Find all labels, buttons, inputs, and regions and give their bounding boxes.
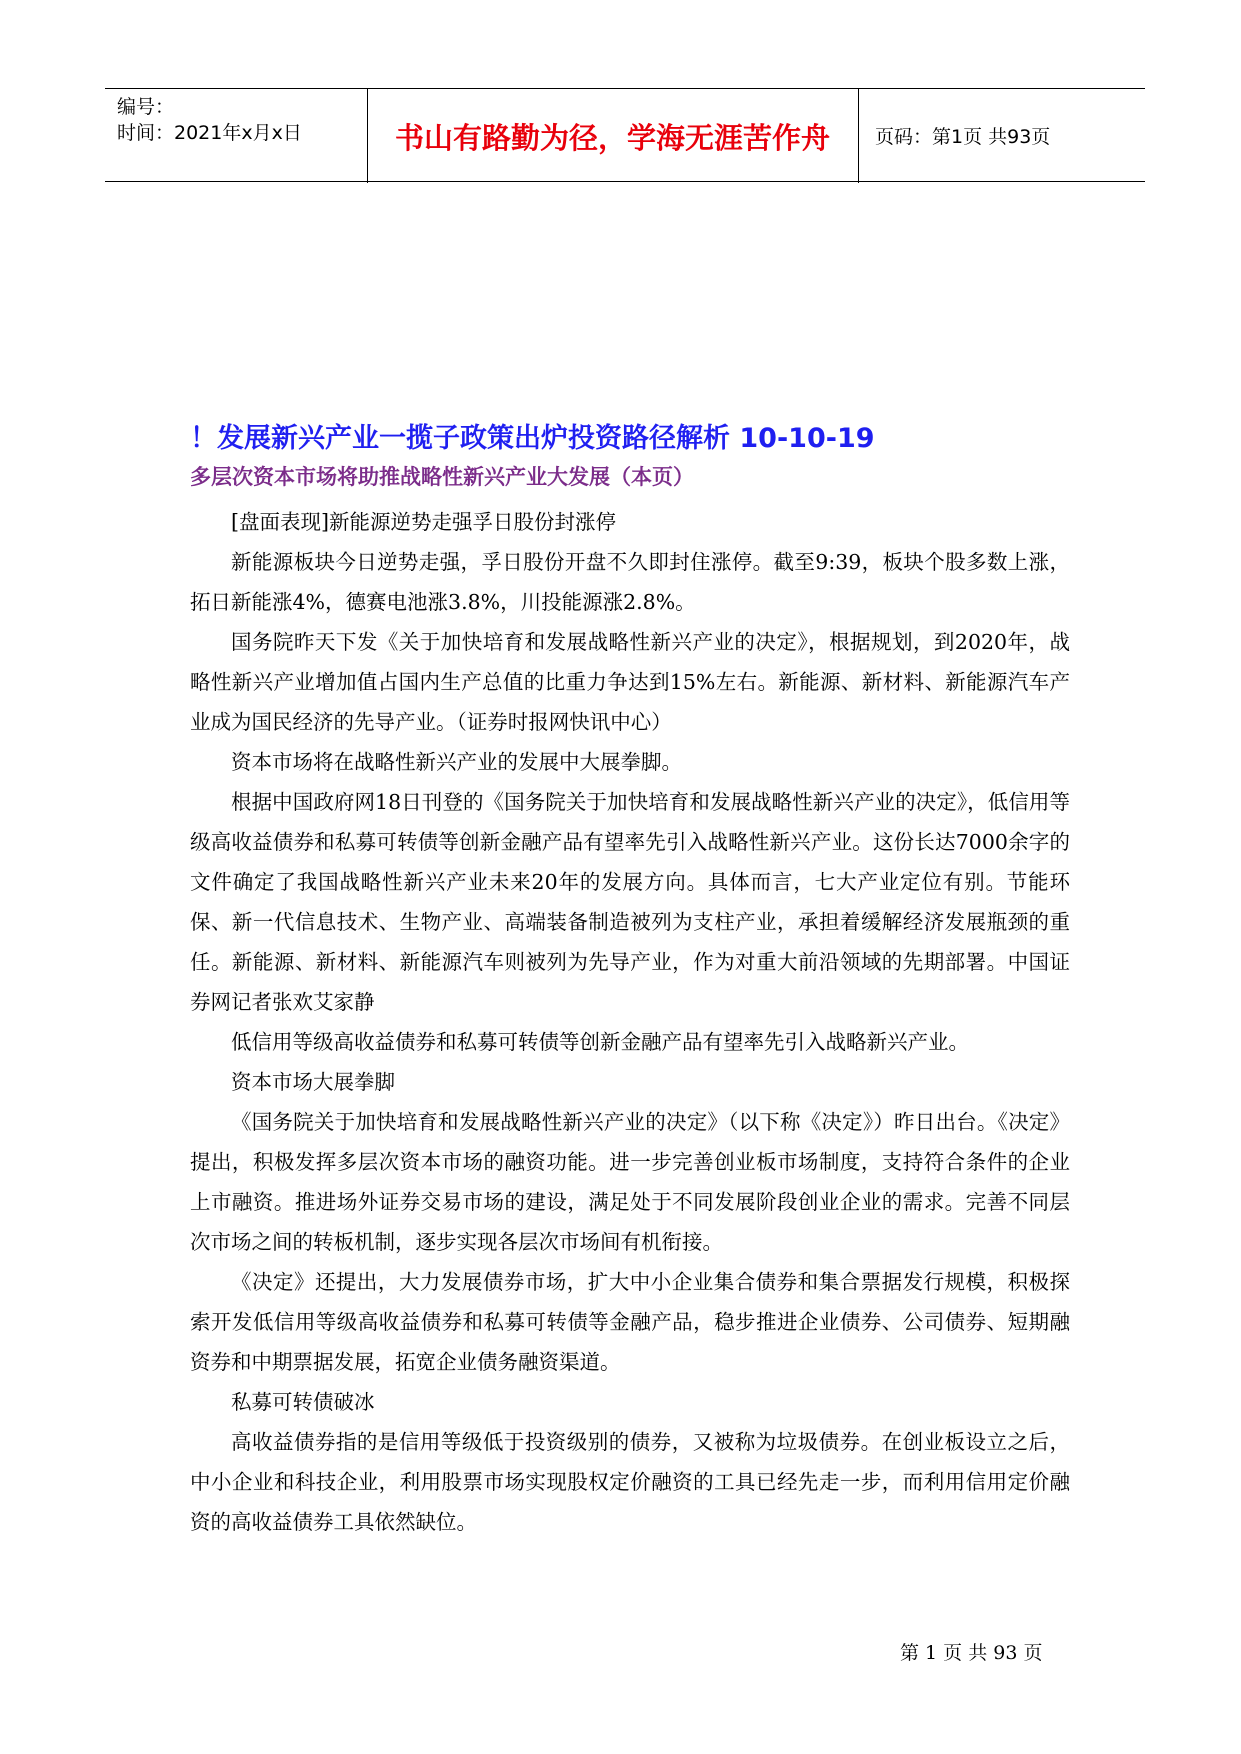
paragraph: 低信用等级高收益债券和私募可转债等创新金融产品有望率先引入战略新兴产业。	[231, 1030, 969, 1054]
header-motto: 书山有路勤为径，学海无涯苦作舟	[394, 121, 830, 155]
paragraph: 《决定》还提出，大力发展债券市场，扩大中小企业集合债券和集合票据发行规模，积极探索开发低信用等级高收益债券和私募可转债等金融产品，稳步推进企业债券、公司债券、短期融资券和中期票据发展，拓宽企业债务融资渠道。	[190, 1270, 1070, 1374]
article-subtitle: 多层次资本市场将助推战略性新兴产业大发展（本页）	[190, 465, 694, 489]
paragraph: 《国务院关于加快培育和发展战略性新兴产业的决定》（以下称《决定》）昨日出台。《决定》提出，积极发挥多层次资本市场的融资功能。进一步完善创业板市场制度，支持符合条件的企业上市融资。推进场外证券交易市场的建设，满足处于不同发展阶段创业企业的需求。完善不同层次市场之间的转板机制，逐步实现各层次市场间有机衔接。	[190, 1110, 1070, 1254]
document-number-label: 编号：	[117, 96, 175, 118]
section-heading: 资本市场大展拳脚	[231, 1070, 395, 1094]
page-header	[105, 88, 1145, 183]
header-top-rule	[105, 88, 1145, 89]
paragraph: 高收益债券指的是信用等级低于投资级别的债券，又被称为垃圾债券。在创业板设立之后，中小企业和科技企业，利用股票市场实现股权定价融资的工具已经先走一步，而利用信用定价融资的高收益债券工具依然缺位。	[190, 1430, 1070, 1534]
header-bottom-rule	[105, 181, 1145, 182]
paragraph: 资本市场将在战略性新兴产业的发展中大展拳脚。	[231, 750, 682, 774]
article-body	[190, 420, 1070, 1542]
paragraph: 国务院昨天下发《关于加快培育和发展战略性新兴产业的决定》，根据规划，到2020年，战略性新兴产业增加值占国内生产总值的比重力争达到15%左右。新能源、新材料、新能源汽车产业成为国民经济的先导产业。（证券时报网快讯中心）	[190, 630, 1070, 734]
paragraph: 新能源板块今日逆势走强，孚日股份开盘不久即封住涨停。截至9:39，板块个股多数上涨，拓日新能涨4%，德赛电池涨3.8%，川投能源涨2.8%。	[190, 550, 1070, 614]
paragraph: [盘面表现]新能源逆势走强孚日股份封涨停	[231, 510, 616, 534]
document-time-label: 时间：2021年x月x日	[117, 122, 302, 144]
page-footer: 第 1 页 共 93 页	[900, 1642, 1043, 1664]
page-number-label: 页码：第1页 共93页	[875, 126, 1051, 148]
article-title: ！发展新兴产业一揽子政策出炉投资路径解析 10-10-19	[190, 423, 875, 454]
header-divider-right	[858, 88, 859, 183]
section-heading: 私募可转债破冰	[231, 1390, 375, 1414]
paragraph: 根据中国政府网18日刊登的《国务院关于加快培育和发展战略性新兴产业的决定》，低信用等级高收益债券和私募可转债等创新金融产品有望率先引入战略性新兴产业。这份长达7000余字的文件确定了我国战略性新兴产业未来20年的发展方向。具体而言，七大产业定位有别。节能环保、新一代信息技术、生物产业、高端装备制造被列为支柱产业，承担着缓解经济发展瓶颈的重任。新能源、新材料、新能源汽车则被列为先导产业，作为对重大前沿领域的先期部署。中国证券网记者张欢艾家静	[190, 790, 1070, 1014]
